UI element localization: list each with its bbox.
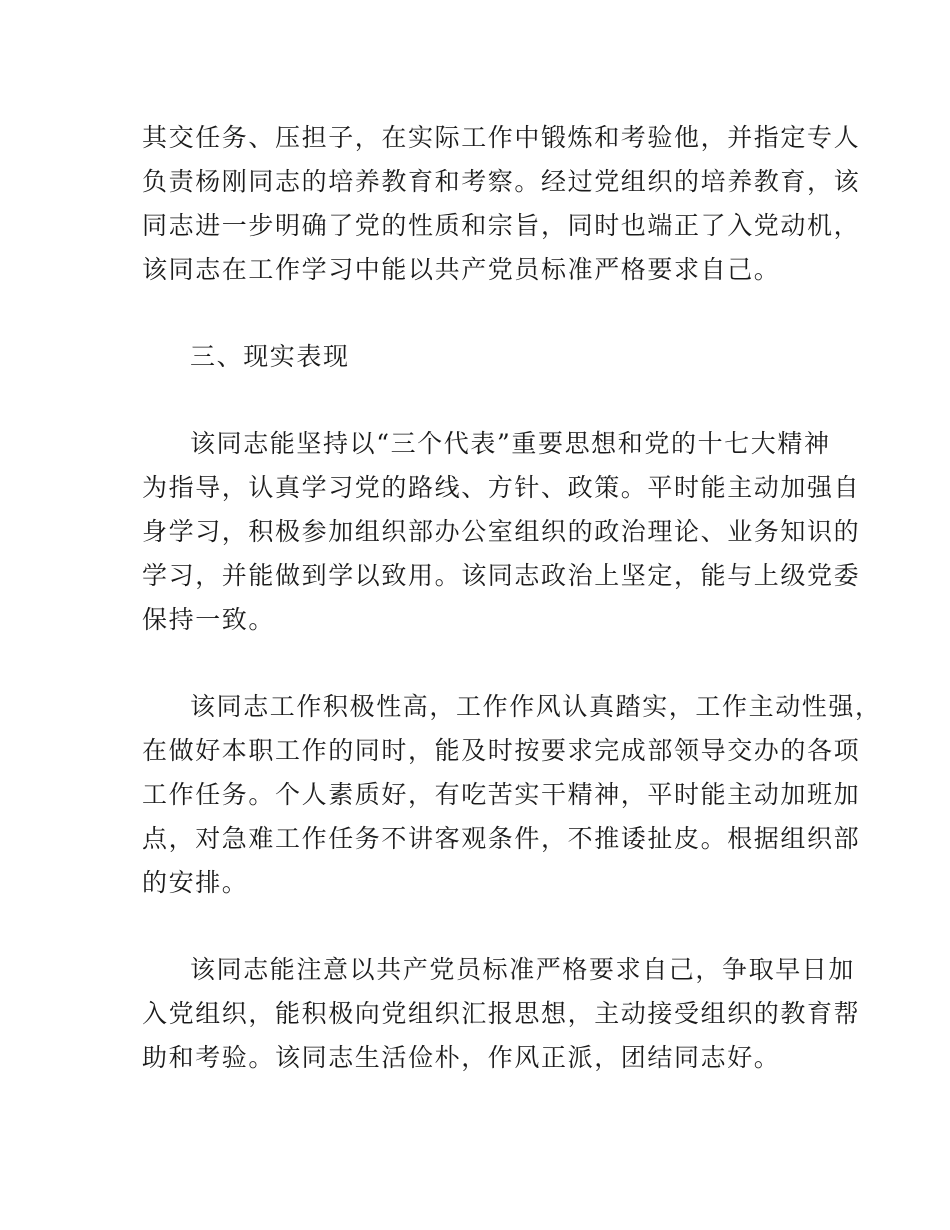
text-line: 入党组织，能积极向党组织汇报思想，主动接受组织的教育帮	[142, 999, 861, 1028]
text-line: 该同志能注意以共产党员标准严格要求自己，争取早日加	[190, 955, 856, 984]
text-line: 在做好本职工作的同时，能及时按要求完成部领导交办的各项	[142, 736, 861, 765]
text-line: 该同志在工作学习中能以共产党员标准严格要求自己。	[142, 255, 781, 284]
section-heading-text: 三、现实表现	[190, 342, 350, 371]
text-line: 同志进一步明确了党的性质和宗旨，同时也端正了入党动机，	[142, 211, 861, 240]
text-line: 学习，并能做到学以致用。该同志政治上坚定，能与上级党委	[142, 561, 861, 590]
text-line: 负责杨刚同志的培养教育和考察。经过党组织的培养教育，该	[142, 167, 861, 196]
text-line: 身学习，积极参加组织部办公室组织的政治理论、业务知识的	[142, 517, 861, 546]
text-line: 其交任务、压担子，在实际工作中锻炼和考验他，并指定专人	[142, 123, 861, 152]
text-line: 的安排。	[142, 868, 249, 897]
text-line: 助和考验。该同志生活俭朴，作风正派，团结同志好。	[142, 1043, 781, 1072]
text-line: 该同志工作积极性高，工作作风认真踏实，工作主动性强，	[190, 692, 882, 721]
text-line: 点，对急难工作任务不讲客观条件，不推诿扯皮。根据组织部	[142, 824, 861, 853]
text-line: 保持一致。	[142, 605, 276, 634]
text-line: 该同志能坚持以“三个代表”重要思想和党的十七大精神	[190, 429, 831, 458]
text-line: 为指导，认真学习党的路线、方针、政策。平时能主动加强自	[142, 473, 861, 502]
text-line: 工作任务。个人素质好，有吃苦实干精神，平时能主动加班加	[142, 780, 861, 809]
